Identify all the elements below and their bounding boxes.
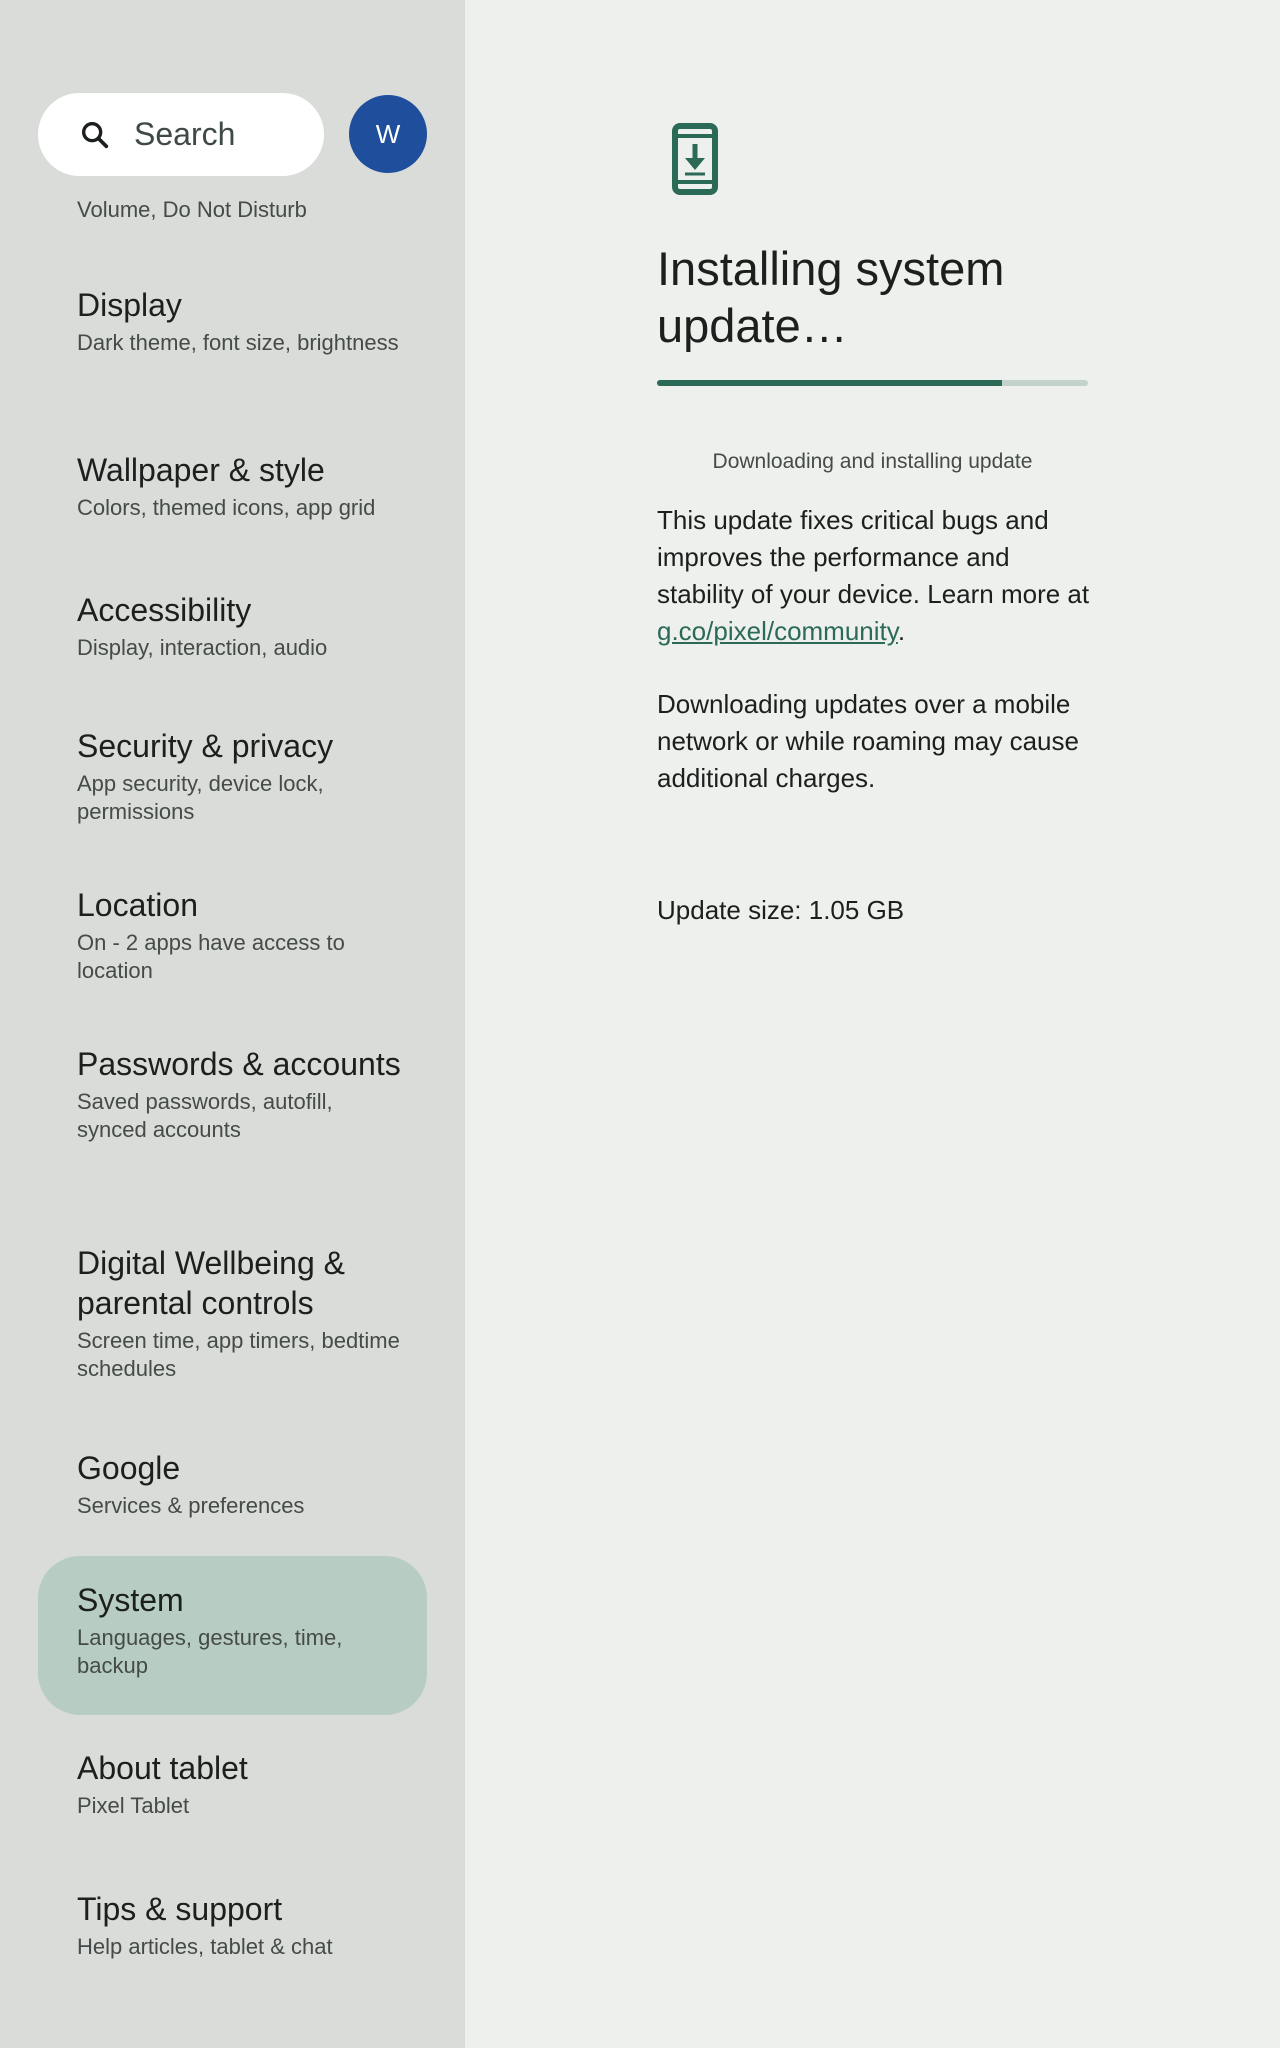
sidebar-item-title: Tips & support [77, 1891, 283, 1927]
sidebar-item-title: Passwords & accounts [77, 1046, 401, 1082]
description-end: . [897, 616, 906, 646]
sidebar-item-title: About tablet [77, 1750, 248, 1786]
account-avatar[interactable]: W [349, 95, 427, 173]
sidebar-item-title: System [77, 1582, 184, 1618]
sidebar-item-subtitle: Screen time, app timers, bedtime schedules [77, 1328, 400, 1381]
sidebar-item-title: Digital Wellbeing & parental controls [77, 1245, 345, 1321]
page-title: Installing system update… [657, 242, 1005, 352]
sidebar-item-subtitle: Help articles, tablet & chat [77, 1934, 333, 1959]
description-text: This update fixes critical bugs and improves the performance and stability of your device. Learn more at [657, 505, 1090, 609]
mobile-charges-note: Downloading updates over a mobile network or while roaming may cause additional charges. [657, 689, 1079, 793]
sidebar-item-passwords[interactable] [38, 1044, 427, 1144]
sidebar-item-system[interactable] [38, 1556, 427, 1715]
search-placeholder: Search [134, 116, 236, 152]
sound-subtitle[interactable]: Volume, Do Not Disturb [77, 197, 307, 222]
community-link[interactable]: g.co/pixel/community [657, 616, 898, 646]
system-update-panel [465, 0, 1280, 2048]
sidebar-item-display[interactable] [38, 285, 427, 357]
sidebar-item-title: Security & privacy [77, 728, 334, 764]
sidebar-item-google[interactable] [38, 1448, 427, 1520]
search-bar[interactable] [38, 93, 324, 176]
sidebar-item-digital-wellbeing[interactable] [38, 1243, 427, 1383]
update-status-text: Downloading and installing update [712, 450, 1033, 473]
sidebar-item-subtitle: On - 2 apps have access to location [77, 930, 345, 983]
sidebar-item-title: Location [77, 887, 198, 923]
sidebar-item-subtitle: App security, device lock, permissions [77, 771, 324, 824]
sidebar-item-subtitle: Saved passwords, autofill, synced accounts [77, 1089, 333, 1142]
sidebar-item-title: Accessibility [77, 592, 252, 628]
update-progress-fill [657, 380, 1002, 386]
sidebar-item-subtitle: Dark theme, font size, brightness [77, 330, 399, 355]
sidebar-item-subtitle: Colors, themed icons, app grid [77, 495, 376, 520]
system-update-icon [671, 122, 741, 196]
settings-sidebar [0, 0, 465, 2048]
sidebar-item-wallpaper[interactable] [38, 450, 427, 522]
sidebar-item-tips-support[interactable] [38, 1889, 427, 1961]
sidebar-item-title: Display [77, 287, 182, 323]
search-icon [78, 118, 112, 152]
update-progress-bar [657, 380, 1088, 386]
sidebar-item-subtitle: Display, interaction, audio [77, 635, 328, 660]
sidebar-item-title: Google [77, 1450, 181, 1486]
sidebar-item-accessibility[interactable] [38, 590, 427, 662]
update-size: Update size: 1.05 GB [657, 895, 905, 925]
sidebar-item-about-tablet[interactable] [38, 1748, 427, 1820]
sidebar-item-location[interactable] [38, 885, 427, 985]
update-description [657, 502, 1097, 650]
sidebar-item-subtitle: Languages, gestures, time, backup [77, 1625, 343, 1678]
sidebar-item-security[interactable] [38, 726, 427, 826]
sidebar-item-subtitle: Pixel Tablet [77, 1793, 190, 1818]
sidebar-item-subtitle: Services & preferences [77, 1493, 305, 1518]
sidebar-item-title: Wallpaper & style [77, 452, 325, 488]
